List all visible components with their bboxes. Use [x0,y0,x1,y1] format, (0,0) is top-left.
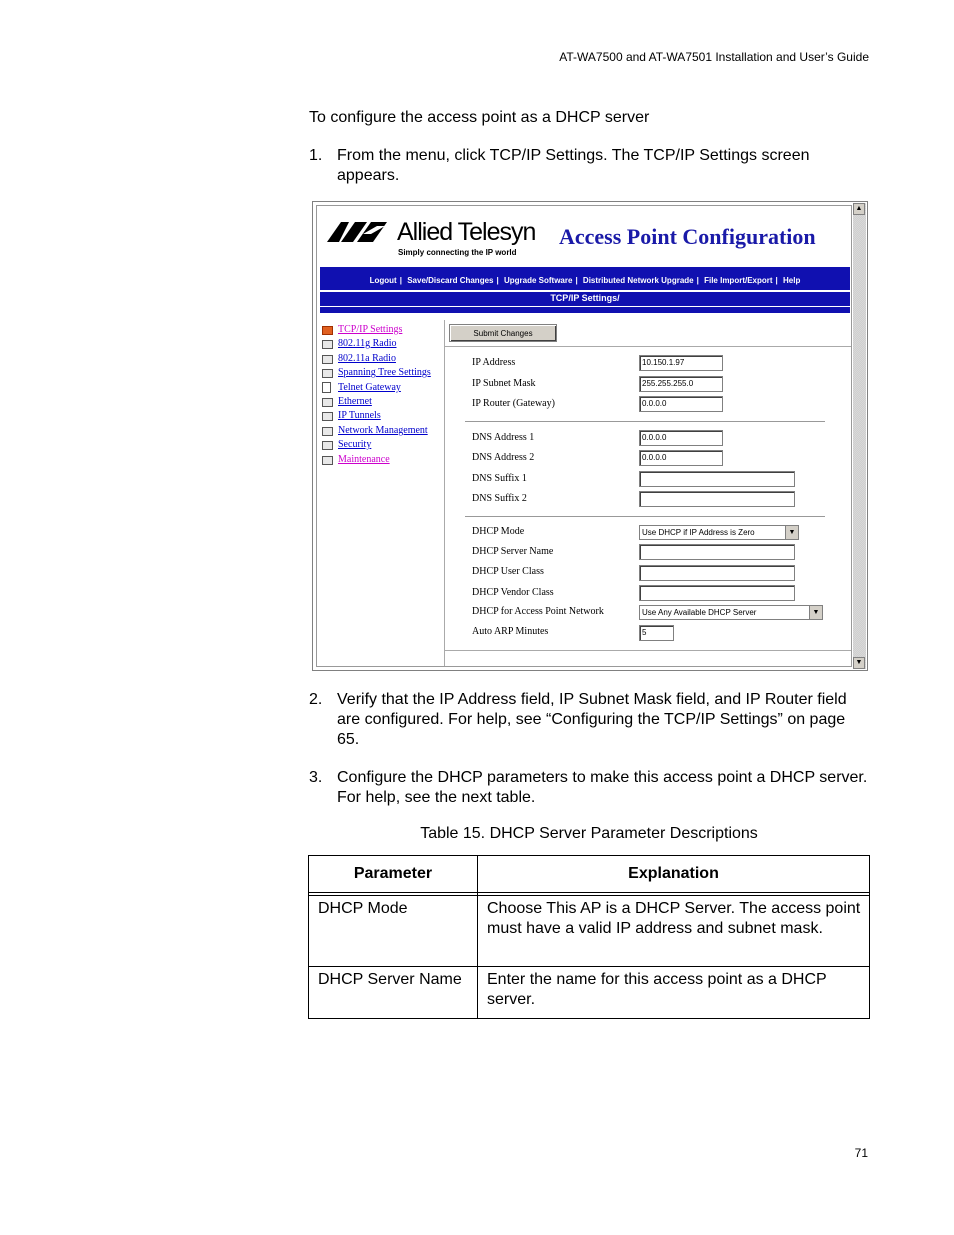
ip-subnet-mask-input[interactable]: 255.255.255.0 [639,376,723,392]
dns-suffix-2-label: DNS Suffix 2 [472,493,527,504]
column-header: Explanation [478,856,870,893]
menu-label: Spanning Tree Settings [338,367,431,378]
step-text: From the menu, click TCP/IP Settings. The TCP/IP Settings screen appears. [337,147,810,184]
app-title: Access Point Configuration [559,224,816,249]
section-divider [465,516,825,517]
table-row [309,896,870,967]
page-number: 71 [854,1146,868,1160]
ip-router-label: IP Router (Gateway) [472,398,555,409]
current-page-breadcrumb: TCP/IP Settings/ [550,293,620,303]
menu-label: TCP/IP Settings [338,324,403,335]
folder-icon [322,398,333,407]
allied-telesyn-logo-icon [327,222,393,242]
folder-icon [322,456,333,465]
explanation-cell: Choose This AP is a DHCP Server. The access point must have a valid IP address and subnet mask. [478,896,870,967]
tcpip-settings-screenshot [312,201,868,671]
dhcp-vendor-class-input[interactable] [639,585,795,601]
browser-viewport [316,205,852,667]
running-header: AT-WA7500 and AT-WA7501 Installation and User’s Guide [559,50,869,64]
dns-address-1-input[interactable]: 0.0.0.0 [639,430,723,446]
step-1 [309,146,871,186]
logo-header [323,216,852,260]
dhcp-ap-network-label: DHCP for Access Point Network [472,606,604,617]
logo-wordmark: Allied Telesyn [397,218,536,246]
menu-label: 802.11g Radio [338,338,397,349]
menu-label: IP Tunnels [338,410,381,421]
menu-label: Network Management [338,425,428,436]
step-3 [309,768,871,808]
dns-address-2-label: DNS Address 2 [472,452,535,463]
top-nav-bar [320,267,850,313]
side-menu [320,320,445,667]
dhcp-mode-value: Use DHCP if IP Address is Zero [642,528,755,537]
dhcp-mode-select[interactable] [639,525,799,540]
logo-tagline: Simply connecting the IP world [398,248,517,257]
nav-file-import-export[interactable]: File Import/Export [704,276,773,285]
submit-changes-button[interactable]: Submit Changes [449,324,557,342]
menu-label: Ethernet [338,396,372,407]
folder-icon [322,355,333,364]
ip-router-input[interactable]: 0.0.0.0 [639,396,723,412]
nav-divider [320,290,850,292]
submit-bar [445,320,852,347]
parameter-cell: DHCP Server Name [309,967,478,1019]
auto-arp-minutes-label: Auto ARP Minutes [472,626,549,637]
procedure-heading: To configure the access point as a DHCP server [309,109,650,126]
dropdown-arrow-icon[interactable]: ▼ [809,606,822,619]
ip-subnet-mask-label: IP Subnet Mask [472,378,536,389]
ip-address-label: IP Address [472,357,516,368]
column-header: Parameter [309,856,478,893]
settings-form [445,320,852,667]
dhcp-parameter-table [308,855,870,1019]
menu-label: 802.11a Radio [338,353,396,364]
menu-label: Maintenance [338,454,390,465]
nav-upgrade-software[interactable]: Upgrade Software [503,276,573,285]
dns-suffix-1-input[interactable] [639,471,795,487]
dns-suffix-1-label: DNS Suffix 1 [472,473,527,484]
dns-suffix-2-input[interactable] [639,491,795,507]
dhcp-mode-label: DHCP Mode [472,526,525,537]
ip-address-input[interactable]: 10.150.1.97 [639,355,723,371]
explanation-cell: Enter the name for this access point as a DHCP server. [478,967,870,1019]
nav-help[interactable]: Help [783,276,801,285]
folder-icon [322,412,333,421]
step-text: Verify that the IP Address field, IP Subnet Mask field, and IP Router field are configured. For help, see “Configuring the TCP/IP Settings” on page 65. [337,691,847,748]
table-row [309,967,870,1019]
nav-save-discard[interactable]: Save/Discard Changes [407,276,494,285]
step-number: 3. [309,769,323,786]
folder-open-icon [322,326,333,335]
dropdown-arrow-icon[interactable]: ▼ [785,526,798,539]
step-2 [309,690,871,750]
folder-icon [322,369,333,378]
dns-address-2-input[interactable]: 0.0.0.0 [639,450,723,466]
parameter-cell: DHCP Mode [309,896,478,967]
nav-distributed-upgrade[interactable]: Distributed Network Upgrade [582,276,694,285]
dhcp-user-class-label: DHCP User Class [472,566,544,577]
step-number: 2. [309,691,323,708]
folder-icon [322,441,333,450]
folder-icon [322,340,333,349]
vertical-scrollbar[interactable] [853,203,866,669]
section-divider [465,421,825,422]
table-caption: Table 15. DHCP Server Parameter Descriptions [420,825,758,842]
scroll-up-icon[interactable]: ▲ [853,203,865,215]
menu-label: Security [338,439,372,450]
nav-logout[interactable]: Logout [369,276,397,285]
dns-address-1-label: DNS Address 1 [472,432,535,443]
form-bottom-divider [445,650,852,651]
step-number: 1. [309,147,323,164]
document-icon [322,382,331,393]
dhcp-ap-network-select[interactable] [639,605,823,620]
dhcp-server-name-input[interactable] [639,544,795,560]
dhcp-user-class-input[interactable] [639,565,795,581]
nav-divider [320,306,850,307]
auto-arp-minutes-input[interactable]: 5 [639,625,674,641]
dhcp-vendor-class-label: DHCP Vendor Class [472,587,554,598]
dhcp-server-name-label: DHCP Server Name [472,546,554,557]
folder-icon [322,427,333,436]
step-text: Configure the DHCP parameters to make this access point a DHCP server. For help, see the next table. [337,769,868,806]
scroll-down-icon[interactable]: ▼ [853,657,865,669]
dhcp-ap-network-value: Use Any Available DHCP Server [642,608,757,617]
menu-label: Telnet Gateway [338,382,401,393]
nav-links: Logout | Save/Discard Changes | Upgrade Software | Distributed Network Upgrade | File Import/Export | Help [369,276,801,285]
table-header-row [309,856,870,893]
